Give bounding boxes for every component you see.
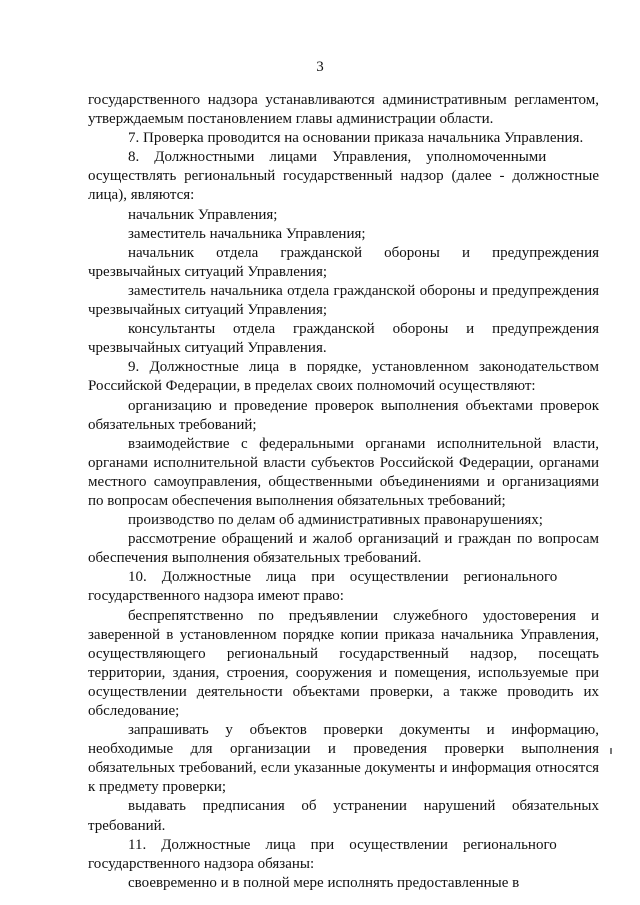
scan-mark [610,748,612,754]
paragraph-9: 9. Должностные лица в порядке, установленном законодательством Российской Федерации, в пределах своих полномочий осуществляют: [88,359,599,395]
list-item: организацию и проведение проверок выполнения объектами проверок обязательных требований; [88,397,599,433]
list-item: запрашивать у объектов проверки документы и информацию, необходимые для организации и проведения проверки выполнения обязательных требований, если указанные документы и информация относятся к предмету проверки; [88,722,599,796]
list-item: начальник Управления; [128,206,278,223]
list-item: выдавать предписания об устранении нарушений обязательных требований. [88,798,599,834]
list-item: беспрепятственно по предъявлении служебного удостоверения и заверенной в установленном порядке копии приказа начальника Управления, осуществляющего региональный государственный надзор, посещать территории, здания, строения, сооружения и помещения, используемые при осуществлении деятельности объектами проверки, а также проводить их обследование; [88,607,599,719]
paragraph-11: 11. Должностные лица при осуществлении регионального государственного надзора обязаны: [88,836,557,872]
list-item: своевременно и в полной мере исполнять предоставленные в [128,874,520,891]
list-item: начальник отдела гражданской обороны и предупреждения чрезвычайных ситуаций Управления; [88,244,599,280]
paragraph-10: 10. Должностные лица при осуществлении регионального государственного надзора имеют право: [88,569,558,605]
paragraph-7: 7. Проверка проводится на основании приказа начальника Управления. [128,130,584,147]
list-item: взаимодействие с федеральными органами исполнительной власти, органами исполнительной власти субъектов Российской Федерации, органами местного самоуправления, общественными объединениями и организациями по вопросам обеспечения выполнения обязательных требований; [88,435,599,509]
list-item: консультанты отдела гражданской обороны и предупреждения чрезвычайных ситуаций Управления. [88,321,599,357]
list-item: рассмотрение обращений и жалоб организаций и граждан по вопросам обеспечения выполнения обязательных требований. [88,531,599,567]
page-number: 3 [316,59,324,75]
list-item: заместитель начальника Управления; [128,225,366,242]
document-body [88,91,599,893]
list-item: заместитель начальника отдела гражданской обороны и предупреждения чрезвычайных ситуаций Управления; [88,282,599,319]
list-item: производство по делам об административных правонарушениях; [128,512,543,529]
paragraph-8: 8. Должностными лицами Управления, уполномоченными осуществлять региональный государственный надзор (далее - должностные лица), являются: [88,149,599,204]
paragraph-continuation: государственного надзора устанавливаются административным регламентом, утверждаемым постановлением главы администрации области. [88,92,599,128]
